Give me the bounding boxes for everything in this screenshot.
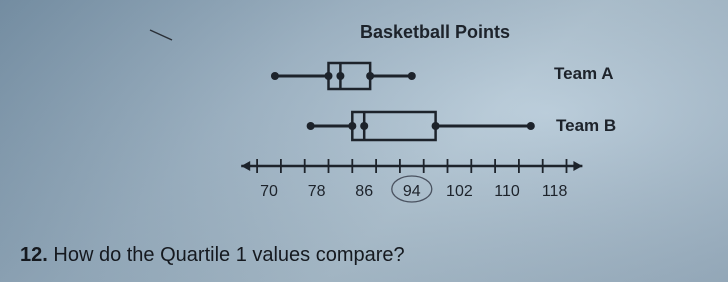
data-point	[432, 122, 440, 130]
question-number: 12.	[20, 244, 48, 266]
tick-label: 86	[355, 183, 374, 200]
data-point	[307, 122, 315, 130]
data-point	[325, 72, 333, 80]
data-point	[271, 72, 279, 80]
data-point	[360, 122, 368, 130]
team-a-label: Team A	[554, 64, 614, 83]
team-b-label: Team B	[556, 116, 617, 135]
data-point	[366, 72, 374, 80]
data-point	[527, 122, 535, 130]
question-text: How do the Quartile 1 values compare?	[53, 244, 405, 266]
question-prompt	[20, 244, 405, 267]
data-point	[348, 122, 356, 130]
chart-title: Basketball Points	[360, 22, 511, 42]
data-point	[408, 72, 416, 80]
tick-label: 78	[307, 183, 326, 200]
tick-label: 94	[402, 183, 421, 200]
tick-label: 102	[446, 183, 473, 200]
tick-label: 70	[260, 183, 278, 200]
data-point	[336, 72, 344, 80]
tick-label: 110	[494, 183, 520, 200]
tick-label: 118	[541, 183, 568, 200]
